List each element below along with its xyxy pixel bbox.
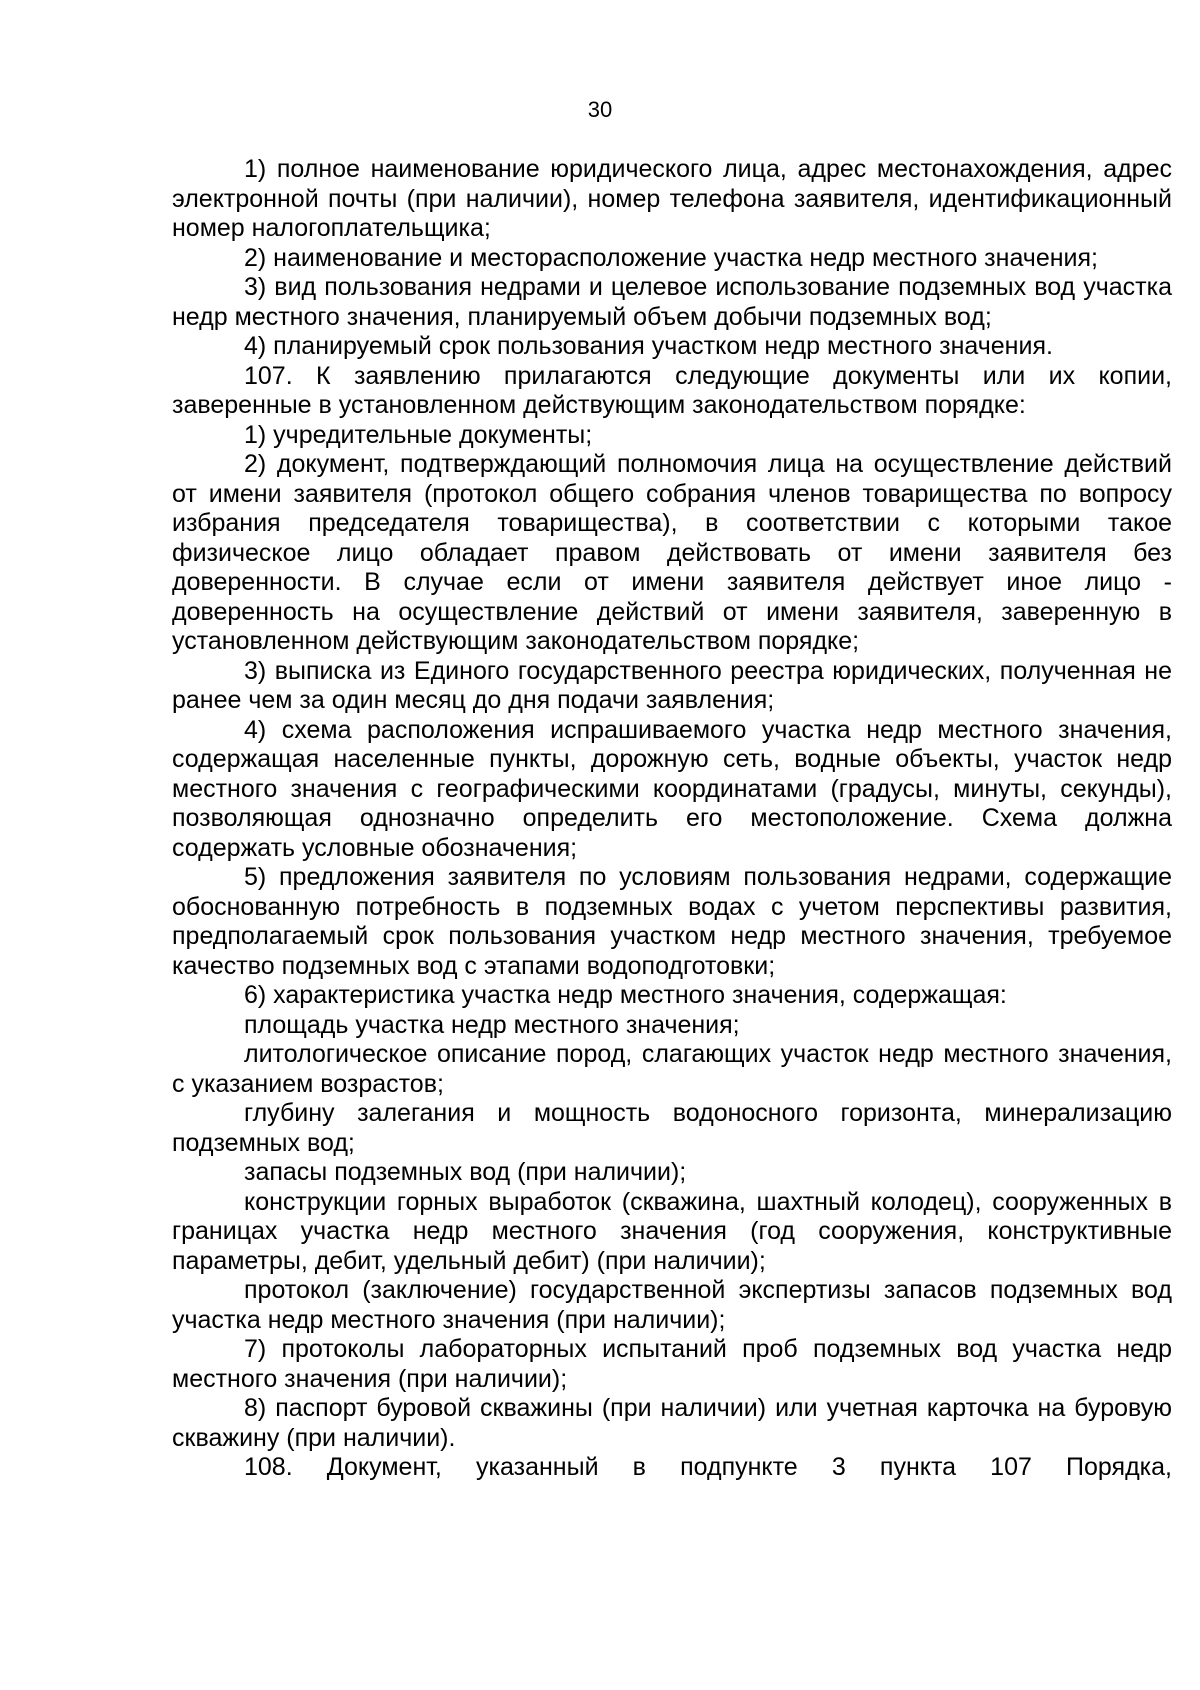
paragraph-1-2: 2) наименование и месторасположение участка недр местного значения; [244, 243, 1098, 272]
paragraph-107-5: 5) предложения заявителя по условиям пользования недрами, содержащие обоснованную потребность в подземных водах с учетом перспективы развития, предполагаемый срок пользования участком недр местного значения, требуемое качество подземных вод с этапами водоподготовки; [172, 863, 1172, 980]
paragraph-107-4: 4) схема расположения испрашиваемого участка недр местного значения, содержащая населенные пункты, дорожную сеть, водные объекты, участок недр местного значения с географическими координатами (градусы, минуты, секунды), позволяющая однозначно определить его местоположение. Схема должна содержать условные обозначения; [172, 715, 1172, 862]
paragraph-107-3: 3) выписка из Единого государственного реестра юридических, полученная не ранее чем за один месяц до дня подачи заявления; [172, 656, 1172, 714]
page-number: 30 [587, 97, 613, 122]
paragraph-107-6-lithology: литологическое описание пород, слагающих участок недр местного значения, с указанием возрастов; [172, 1040, 1172, 1098]
paragraph-107-6-reserves: запасы подземных вод (при наличии); [244, 1158, 687, 1186]
paragraph-1-4: 4) планируемый срок пользования участком недр местного значения. [244, 332, 1053, 360]
paragraph-107-6-depth: глубину залегания и мощность водоносного горизонта, минерализацию подземных вод; [172, 1099, 1172, 1157]
paragraph-1-3: 3) вид пользования недрами и целевое использование подземных вод участка недр местного значения, планируемый объем добычи подземных вод; [172, 273, 1172, 331]
paragraph-107-2: 2) документ, подтверждающий полномочия лица на осуществление действий от имени заявителя (протокол общего собрания членов товарищества по вопросу избрания председателя товарищества), в соответствии с которыми такое физическое лицо обладает правом действовать от имени заявителя без доверенности. В случае если от имени заявителя действует иное лицо - доверенность на осуществление действий от имени заявителя, заверенную в установленном действующим законодательством порядке; [172, 450, 1172, 655]
paragraph-107-6-area: площадь участка недр местного значения; [244, 1010, 740, 1039]
paragraph-1-1: 1) полное наименование юридического лица, адрес местонахождения, адрес электронной почты (при наличии), номер телефона заявителя, идентификационный номер налогоплательщика; [172, 155, 1172, 242]
paragraph-107-6-protocol: протокол (заключение) государственной экспертизы запасов подземных вод участка недр местного значения (при наличии); [172, 1276, 1172, 1334]
paragraph-107: 107. К заявлению прилагаются следующие документы или их копии, заверенные в установленном действующим законодательством порядке: [172, 361, 1172, 419]
document-body [172, 155, 1172, 1483]
paragraph-107-1: 1) учредительные документы; [244, 420, 593, 449]
paragraph-108: 108. Документ, указанный в подпункте 3 пункта 107 Порядка, [244, 1453, 1172, 1481]
paragraph-107-7: 7) протоколы лабораторных испытаний проб подземных вод участка недр местного значения (при наличии); [172, 1335, 1172, 1393]
paragraph-107-6: 6) характеристика участка недр местного значения, содержащая: [244, 981, 1007, 1009]
paragraph-107-6-constructions: конструкции горных выработок (скважина, шахтный колодец), сооруженных в границах участка недр местного значения (год сооружения, конструктивные параметры, дебит, удельный дебит) (при наличии); [172, 1187, 1172, 1275]
paragraph-107-8: 8) паспорт буровой скважины (при наличии) или учетная карточка на буровую скважину (при наличии). [172, 1394, 1172, 1452]
